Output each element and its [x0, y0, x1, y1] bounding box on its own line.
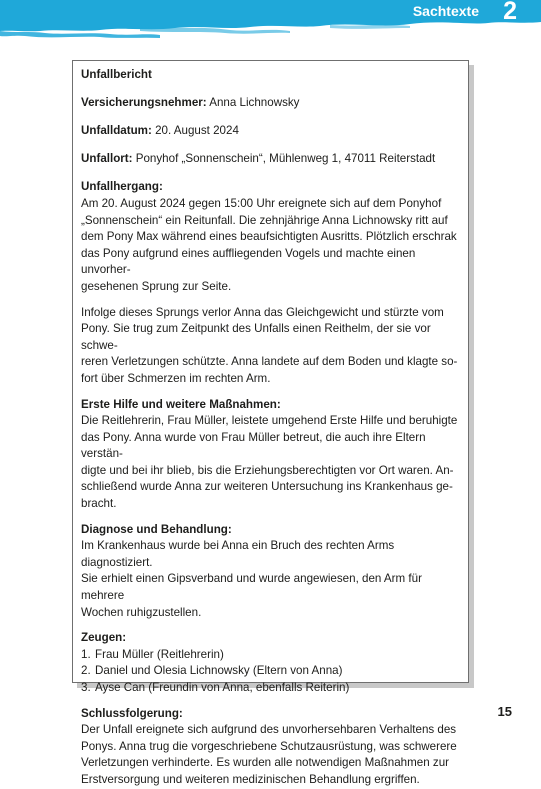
date-label: Unfalldatum: [81, 124, 152, 138]
conclusion-paragraph [81, 722, 459, 788]
location-line [81, 151, 459, 168]
section-title: Sachtexte [412, 3, 479, 19]
text-line: dem Pony Max während eines beaufsichtigten Ausritts. Plötzlich erschrak [81, 230, 457, 244]
text-line: Verletzungen verhinderte. Es wurden alle notwendigen Maßnahmen zur [81, 756, 449, 770]
list-number: 2. [81, 664, 91, 678]
text-line: das Pony. Anna wurde von Frau Müller betreut, die auch ihre Eltern verstän- [81, 430, 426, 461]
chapter-number: 2 [503, 0, 517, 25]
course-heading: Unfallhergang: [81, 180, 163, 194]
text-line: Im Krankenhaus wurde bei Anna ein Bruch des rechten Arms diagnostiziert. [81, 539, 395, 569]
list-item [81, 680, 459, 697]
course-paragraph [81, 196, 459, 296]
text-line: Infolge dieses Sprungs verlor Anna das Gleichgewicht und stürzte vom [81, 305, 444, 319]
text-line: „Sonnenschein“ ein Reitunfall. Die zehnjährige Anna Lichnowsky ritt auf [81, 213, 448, 227]
witness-name: Daniel und Olesia Lichnowsky (Eltern von Anna) [95, 664, 343, 678]
text-line: Die Reitlehrerin, Frau Müller, leistete umgehend Erste Hilfe und beruhigte [81, 414, 458, 428]
report-title: Unfallbericht [81, 68, 152, 81]
text-line: das Pony aufgrund eines auffliegenden Vogels und machte einen unvorher- [81, 246, 416, 277]
list-item [81, 647, 459, 664]
witness-list [81, 647, 459, 697]
first-aid-heading: Erste Hilfe und weitere Maßnahmen: [81, 397, 281, 411]
text-line: digte und bei ihr blieb, bis die Erziehungsberechtigten vor Ort waren. An- [81, 463, 454, 477]
list-number: 3. [81, 681, 91, 694]
witness-name: Frau Müller (Reitlehrerin) [95, 647, 224, 661]
location-label: Unfallort: [81, 152, 133, 166]
text-line: Der Unfall ereignete sich aufgrund des unvorhersehbaren Verhaltens des [81, 723, 457, 737]
text-line: Sie erhielt einen Gipsverband und wurde angewiesen, den Arm für mehrere [81, 572, 422, 603]
diagnosis-heading: Diagnose und Behandlung: [81, 522, 232, 536]
conclusion-heading: Schlussfolgerung: [81, 706, 183, 720]
insured-value: Anna Lichnowsky [206, 96, 300, 110]
page-number: 15 [497, 704, 512, 719]
text-line: Wochen ruhigzustellen. [81, 605, 202, 619]
first-aid-paragraph [81, 413, 459, 513]
header-brush-band [0, 0, 541, 50]
witnesses-heading: Zeugen: [81, 631, 127, 645]
text-line: reren Verletzungen schützte. Anna landete auf dem Boden und klagte so- [81, 355, 458, 369]
course-paragraph-2 [81, 305, 459, 388]
text-line: gesehenen Sprung zur Seite. [81, 279, 232, 293]
text-line: fort über Schmerzen im rechten Arm. [81, 371, 271, 385]
text-line: bracht. [81, 497, 117, 511]
date-value: 20. August 2024 [151, 124, 239, 138]
text-line: Ponys. Anna trug die vorgeschriebene Schutzausrüstung, was schwerere [81, 739, 457, 753]
diagnosis-paragraph [81, 538, 459, 621]
date-line [81, 123, 459, 140]
witness-name: Ayse Can (Freundin von Anna, ebenfalls Reiterin) [95, 681, 350, 694]
text-line: Am 20. August 2024 gegen 15:00 Uhr ereignete sich auf dem Ponyhof [81, 196, 442, 210]
text-line: schließend wurde Anna zur weiteren Untersuchung ins Krankenhaus ge- [81, 480, 453, 494]
text-line: Erstversorgung und weiteren medizinischen Behandlung ergriffen. [81, 772, 420, 786]
list-number: 1. [81, 647, 91, 661]
accident-report-box [72, 60, 469, 786]
text-line: Pony. Sie trug zum Zeitpunkt des Unfalls einen Reithelm, der sie vor schwe- [81, 322, 431, 352]
location-value: Ponyhof „Sonnenschein“, Mühlenweg 1, 47011 Reiterstadt [132, 152, 436, 166]
insured-line [81, 95, 459, 112]
list-item [81, 663, 459, 680]
insured-label: Versicherungsnehmer: [81, 96, 207, 110]
